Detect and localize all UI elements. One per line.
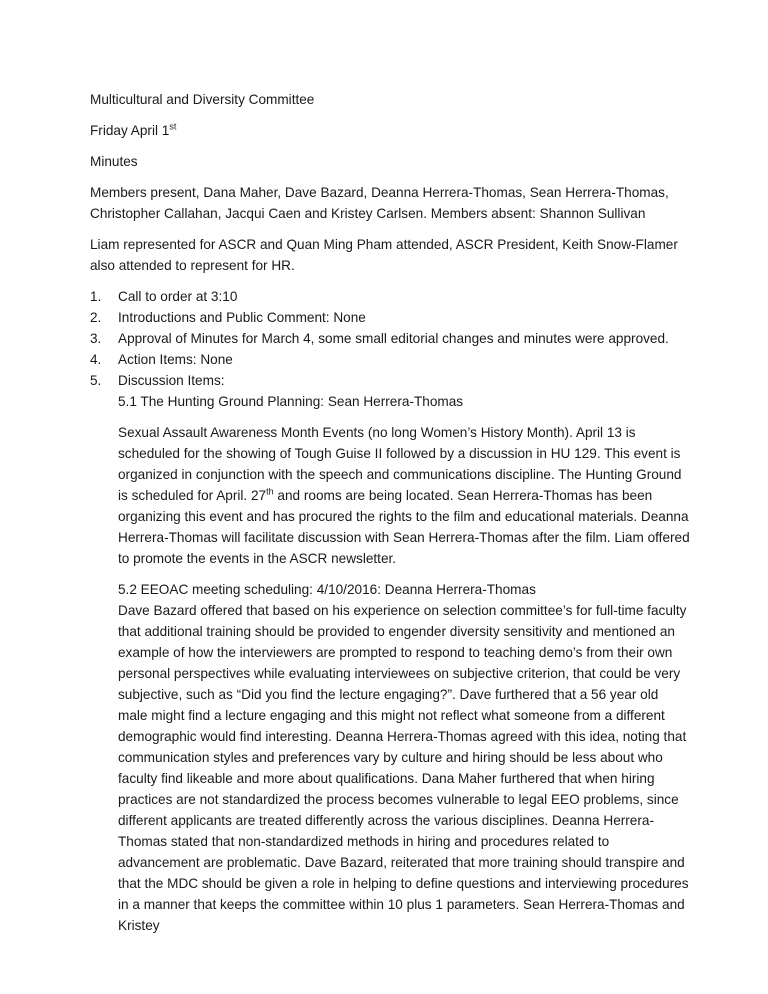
agenda-item — [90, 328, 690, 349]
agenda-text: Call to order at 3:10 — [118, 289, 238, 304]
item-5-1-body-part-b: and rooms are being located. Sean Herrera-Thomas has been organizing this event and has procured the rights to the film and educational materials. Deanna Herrera-Thomas will facilitate discussion with Sean Herrera-Thomas after the film. Liam offered to promote the events in the ASCR newsletter. — [118, 488, 690, 566]
agenda-number: 1. — [90, 289, 102, 304]
guests-paragraph: Liam represented for ASCR and Quan Ming Pham attended, ASCR President, Keith Snow-Flamer also attended to represent for HR. — [90, 237, 678, 273]
item-5-2-body: Dave Bazard offered that based on his experience on selection committee’s for full-time faculty that additional training should be provided to engender diversity sensitivity and mentioned an example of how the interviewers are prompted to respond to teaching demo’s from their own personal perspectives while evaluating interviewees on subjective criterion, that could be very subjective, such as “Did you find the lecture engaging?”. Dave furthered that a 56 year old male might find a lecture engaging and this might not reflect what someone from a different demographic would find interesting. Deanna Herrera-Thomas agreed with this idea, noting that communication styles and preferences vary by culture and hiring should be less about who faculty find likeable and more about qualifications. Dana Maher furthered that when hiring practices are not standardized the process becomes vulnerable to legal EEO problems, since different applicants are treated differently across the various disciplines. Deanna Herrera-Thomas stated that non-standardized methods in hiring and procedures related to advancement are problematic. Dave Bazard, reiterated that more training should transpire and that the MDC should be given a role in helping to define questions and interviewing procedures in a manner that keeps the committee within 10 plus 1 parameters. Sean Herrera-Thomas and Kristey — [118, 603, 689, 933]
item-5-2-heading: 5.2 EEOAC meeting scheduling: 4/10/2016: Deanna Herrera-Thomas — [118, 582, 536, 597]
meeting-date-text: Friday April 1 — [90, 123, 170, 138]
minutes-body — [90, 89, 690, 936]
agenda-item — [90, 349, 690, 370]
agenda-number: 4. — [90, 352, 102, 367]
attendance-paragraph: Members present, Dana Maher, Dave Bazard, Deanna Herrera-Thomas, Sean Herrera-Thomas, Christopher Callahan, Jacqui Caen and Kristey Carlsen. Members absent: Shannon Sullivan — [90, 185, 669, 221]
agenda-item — [90, 307, 690, 328]
agenda-text: Introductions and Public Comment: None — [118, 310, 366, 325]
item-5-1-body — [118, 422, 690, 569]
meeting-date — [90, 120, 690, 141]
minutes-heading: Minutes — [90, 154, 138, 169]
agenda-number: 3. — [90, 331, 102, 346]
agenda-text: Approval of Minutes for March 4, some small editorial changes and minutes were approved. — [118, 331, 669, 346]
agenda-item — [90, 286, 690, 307]
agenda-number: 5. — [90, 373, 102, 388]
agenda-item — [90, 370, 690, 391]
date-ordinal-suffix: th — [266, 486, 274, 497]
committee-title: Multicultural and Diversity Committee — [90, 92, 315, 107]
agenda-number: 2. — [90, 310, 102, 325]
item-5-1-body-part-a: Sexual Assault Awareness Month Events (no long Women’s History Month). April 13 is scheduled for the showing of Tough Guise II followed by a discussion in HU 129. This event is organized in conjunction with the speech and communications discipline. The Hunting Ground is scheduled for April. 27 — [118, 425, 682, 503]
agenda-text: Discussion Items: — [118, 373, 225, 388]
date-ordinal-suffix: st — [169, 121, 177, 132]
agenda-text: Action Items: None — [118, 352, 233, 367]
discussion-items — [90, 391, 690, 936]
item-5-1-heading: 5.1 The Hunting Ground Planning: Sean Herrera-Thomas — [118, 394, 464, 409]
agenda-list — [90, 286, 690, 391]
